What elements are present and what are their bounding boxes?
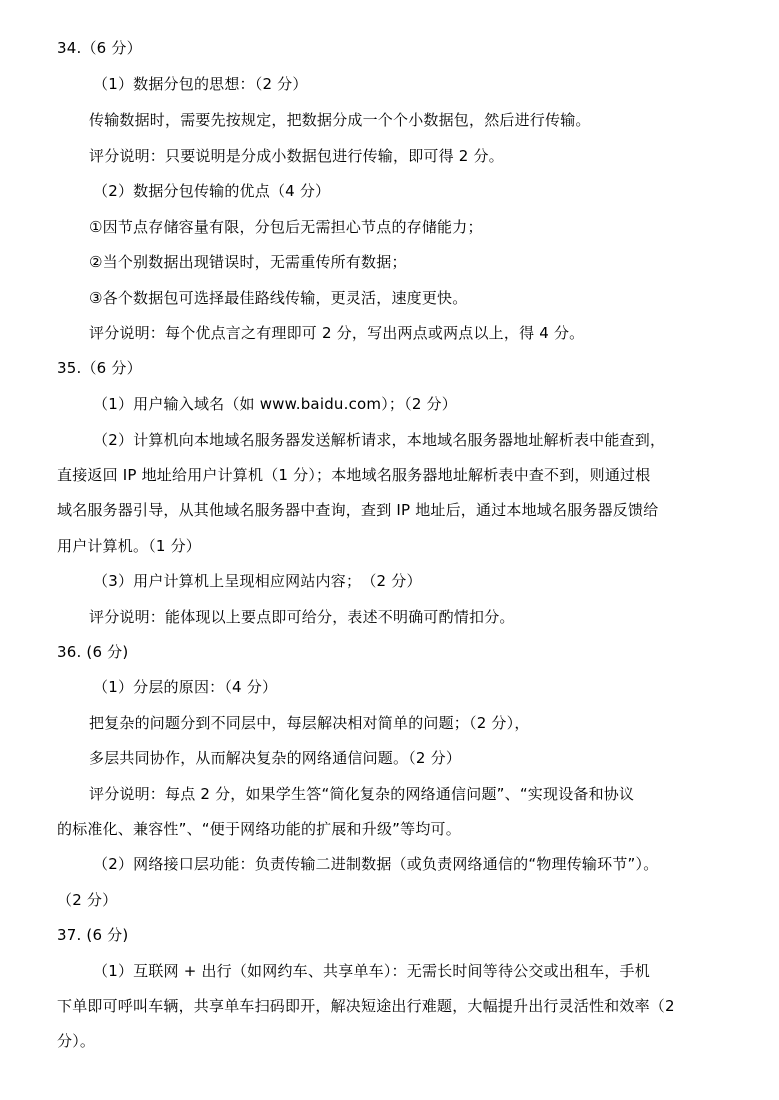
q36-part2-line1: （2）网络接口层功能：负责传输二进制数据（或负责网络通信的“物理传输环节”）。 bbox=[93, 855, 659, 873]
q36-scoring-note-line2: 的标准化、兼容性”、“便于网络功能的扩展和升级”等均可。 bbox=[57, 820, 461, 838]
q36-scoring-note-line1: 评分说明：每点 2 分，如果学生答“简化复杂的网络通信问题”、“实现设备和协议 bbox=[89, 785, 635, 803]
question-34-heading: 34.（6 分） bbox=[57, 39, 142, 57]
q34-part2-point1: ①因节点存储容量有限，分包后无需担心节点的存储能力； bbox=[89, 218, 483, 236]
question-35-heading: 35.（6 分） bbox=[57, 359, 142, 377]
question-37-heading: 37. (6 分) bbox=[57, 926, 129, 944]
question-36-heading: 36. (6 分) bbox=[57, 643, 129, 661]
q34-part1-heading: （1）数据分包的思想：（2 分） bbox=[93, 75, 308, 93]
q35-step2-line3: 域名服务器引导，从其他域名服务器中查询，查到 IP 地址后，通过本地域名服务器反馈给 bbox=[57, 501, 659, 519]
q35-step2-line1: （2）计算机向本地域名服务器发送解析请求，本地域名服务器地址解析表中能查到， bbox=[93, 431, 666, 449]
q35-step2-line2: 直接返回 IP 地址给用户计算机（1 分）；本地域名服务器地址解析表中查不到，则通过根 bbox=[57, 466, 651, 484]
q35-step2-line4: 用户计算机。（1 分） bbox=[57, 537, 202, 555]
q34-part2-point2: ②当个别数据出现错误时，无需重传所有数据； bbox=[89, 253, 407, 271]
q34-part2-heading: （2）数据分包传输的优点（4 分） bbox=[93, 182, 331, 200]
q35-scoring-note: 评分说明：能体现以上要点即可给分，表述不明确可酌情扣分。 bbox=[89, 608, 515, 626]
q34-part1-scoring-note: 评分说明：只要说明是分成小数据包进行传输，即可得 2 分。 bbox=[89, 147, 504, 165]
q34-part2-point3: ③各个数据包可选择最佳路线传输，更灵活，速度更快。 bbox=[89, 289, 468, 307]
q35-step3: （3）用户计算机上呈现相应网站内容； （2 分） bbox=[93, 572, 422, 590]
q36-part1-heading: （1）分层的原因：（4 分） bbox=[93, 678, 278, 696]
q36-part2-line2: （2 分） bbox=[57, 891, 118, 909]
q35-step1: （1）用户输入域名（如 www.baidu.com）；（2 分） bbox=[93, 395, 457, 413]
q34-part1-answer: 传输数据时，需要先按规定，把数据分成一个个小数据包，然后进行传输。 bbox=[89, 111, 591, 129]
q37-part1-line3: 分）。 bbox=[57, 1032, 96, 1050]
q36-part1-point2: 多层共同协作，从而解决复杂的网络通信问题。（2 分） bbox=[89, 749, 462, 767]
q36-part1-point1: 把复杂的问题分到不同层中，每层解决相对简单的问题；（2 分）， bbox=[89, 714, 530, 732]
q37-part1-line1: （1）互联网 + 出行（如网约车、共享单车）：无需长时间等待公交或出租车，手机 bbox=[93, 962, 650, 980]
q34-part2-scoring-note: 评分说明：每个优点言之有理即可 2 分，写出两点或两点以上，得 4 分。 bbox=[89, 324, 585, 342]
q37-part1-line2: 下单即可呼叫车辆，共享单车扫码即开，解决短途出行难题，大幅提升出行灵活性和效率（2 bbox=[57, 997, 675, 1015]
